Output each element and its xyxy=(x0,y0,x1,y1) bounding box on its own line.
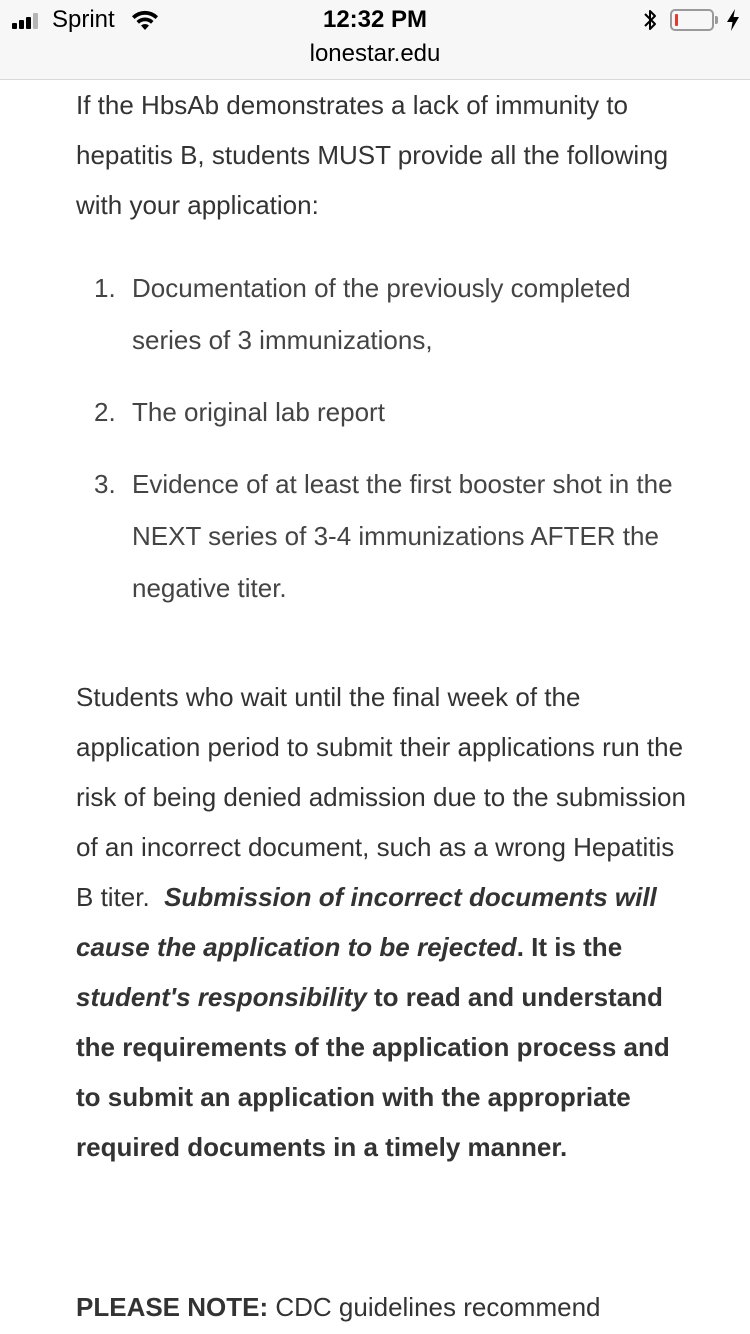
application-warning-paragraph xyxy=(76,672,686,1172)
warning-bold-text-2: to read and understand the requirements of the application process and to submit an application with the appropriate required documents in a timely manner. xyxy=(76,982,670,1162)
please-note-paragraph xyxy=(76,1282,686,1332)
please-note-label: PLEASE NOTE: xyxy=(76,1292,269,1322)
list-item xyxy=(76,262,686,366)
battery-icon xyxy=(670,9,714,31)
clock-time: 12:32 PM xyxy=(322,6,428,33)
address-bar-url[interactable]: lonestar.edu xyxy=(309,40,441,67)
list-item xyxy=(76,458,686,614)
list-item xyxy=(76,386,686,438)
list-item-text: Documentation of the previously completed series of 3 immunizations, xyxy=(132,273,631,355)
warning-bold-text-1: . It is the xyxy=(516,932,623,962)
status-bar xyxy=(0,0,750,80)
list-item-number: 2. xyxy=(94,397,116,427)
warning-emphasis-rejection: Submission of incorrect documents will cause the application to be rejected xyxy=(76,882,657,962)
hepatitis-requirement-paragraph: If the HbsAb demonstrates a lack of immunity to hepatitis B, students MUST provide all the following with your application: xyxy=(76,90,669,220)
battery-level xyxy=(675,14,678,26)
charging-bolt-icon xyxy=(726,8,740,32)
please-note-text: CDC guidelines recommend xyxy=(268,1292,601,1322)
warning-plain-text: Students who wait until the final week of the application period to submit their applications run the risk of being denied admission due to the submission of an incorrect document, such as a wrong Hepatitis B titer. xyxy=(76,682,686,912)
warning-emphasis-responsibility: student's responsibility xyxy=(76,982,367,1012)
battery-tip xyxy=(715,16,718,24)
requirements-list xyxy=(76,262,686,614)
carrier-name: Sprint xyxy=(52,6,115,33)
list-item-number: 1. xyxy=(94,273,116,303)
bluetooth-icon xyxy=(641,8,659,32)
list-item-text: The original lab report xyxy=(132,397,385,427)
list-item-number: 3. xyxy=(94,469,116,499)
list-item-text: Evidence of at least the first booster shot in the NEXT series of 3-4 immunizations AFTER the negative titer. xyxy=(132,469,673,603)
